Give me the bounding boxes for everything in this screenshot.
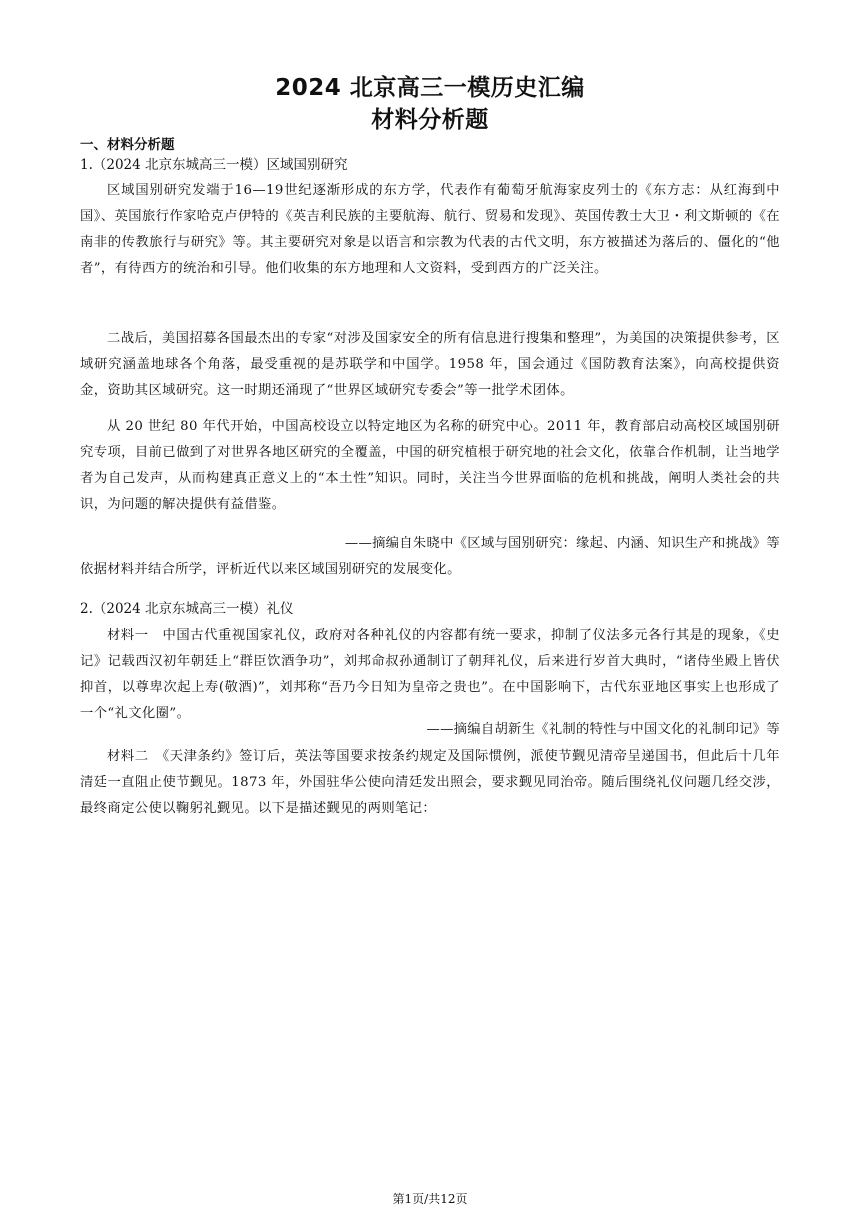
question-1-task: 依据材料并结合所学，评析近代以来区域国别研究的发展变化。 [80, 562, 461, 577]
question-2-header: 2.（2024 北京东城高三一模）礼仪 [80, 601, 294, 617]
section-heading: 一、材料分析题 [80, 137, 175, 153]
question-2-material-1: 材料一 中国古代重视国家礼仪，政府对各种礼仪的内容都有统一要求，抑制了仪法多元各行其是的现象，《史记》记载西汉初年朝廷上“群臣饮酒争功”，刘邦命叔孙通制订了朝拜礼仪，后来进行岁首大典时，“诸侍坐殿上皆伏抑首，以尊卑次起上寿(敬酒)”，刘邦称“吾乃今日知为皇帝之贵也”。在中国影响下，古代东亚地区事实上也形成了一个“礼文化圈”。 [80, 628, 780, 721]
question-2-material-2: 材料二 《天津条约》签订后，英法等国要求按条约规定及国际惯例，派使节觐见清帝呈递国书，但此后十几年清廷一直阻止使节觐见。1873 年，外国驻华公使向清廷发出照会，要求觐见同治帝。随后围绕礼仪问题几经交涉，最终商定公使以鞠躬礼觐见。以下是描述觐见的两则笔记： [80, 749, 780, 816]
page-footer: 第1页/共12页 [392, 1192, 468, 1206]
document-subtitle: 材料分析题 [371, 107, 489, 133]
question-1-header: 1.（2024 北京东城高三一模）区域国别研究 [80, 157, 348, 173]
question-1-paragraph: 从 20 世纪 80 年代开始，中国高校设立以特定地区为名称的研究中心。2011 年，教育部启动高校区域国别研究专项，目前已做到了对世界各地区研究的全覆盖，中国的研究植根于研究地的社会文化，依靠合作机制，让当地学者为自己发声，从而构建真正意义上的“本土性”知识。同时，关注当今世界面临的危机和挑战，阐明人类社会的共识，为问题的解决提供有益借鉴。 [80, 419, 780, 512]
question-1-paragraph: 区域国别研究发端于16—19世纪逐渐形成的东方学，代表作有葡萄牙航海家皮列士的《东方志：从红海到中国》、英国旅行作家哈克卢伊特的《英吉利民族的主要航海、航行、贸易和发现》、英国传教士大卫・利文斯顿的《在南非的传教旅行与研究》等。其主要研究对象是以语言和宗教为代表的古代文明，东方被描述为落后的、僵化的“他者”，有待西方的统治和引导。他们收集的东方地理和人文资料，受到西方的广泛关注。 [80, 183, 780, 276]
question-2-source-1: ——摘编自胡新生《礼制的特性与中国文化的礼制印记》等 [426, 722, 780, 737]
document-title: 2024 北京高三一模历史汇编 [275, 75, 585, 101]
question-1-paragraph: 二战后，美国招募各国最杰出的专家“对涉及国家安全的所有信息进行搜集和整理”，为美国的决策提供参考，区域研究涵盖地球各个角落，最受重视的是苏联学和中国学。1958 年，国会通过《国防教育法案》，向高校提供资金，资助其区域研究。这一时期还涌现了“世界区域研究专委会”等一批学术团体。 [80, 331, 780, 398]
question-1-source: ——摘编自朱晓中《区域与国别研究：缘起、内涵、知识生产和挑战》等 [344, 536, 780, 551]
